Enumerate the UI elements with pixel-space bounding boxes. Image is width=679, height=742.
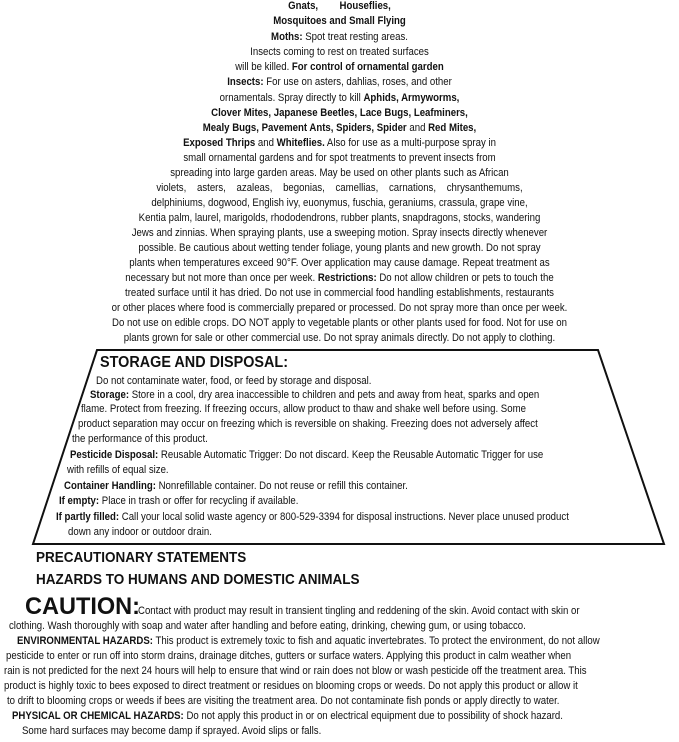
storage-text: the performance of this product. bbox=[72, 433, 208, 445]
storage-line bbox=[59, 495, 298, 508]
directions-text: Do not allow children or pets to touch the bbox=[379, 272, 554, 284]
storage-line bbox=[78, 418, 538, 431]
storage-text: with refills of equal size. bbox=[67, 464, 169, 476]
caution-line bbox=[138, 605, 580, 618]
storage-text: flame. Protect from freezing. If freezing occurs, allow product to thaw and shake well before using. Some bbox=[81, 403, 526, 415]
storage-line bbox=[56, 511, 569, 524]
storage-line bbox=[68, 526, 212, 539]
directions-text: Jews and zinnias. When spraying plants, use a sweeping motion. Spray insects directly whenever bbox=[131, 227, 548, 239]
directions-text: delphiniums, dogwood, English ivy, euonymus, fuschia, geraniums, crassula, grape vine, bbox=[151, 197, 528, 209]
directions-text: ornamentals. Spray directly to kill bbox=[219, 92, 361, 104]
physical-text: Do not apply this product in or on electrical equipment due to possibility of shock hazard. bbox=[186, 710, 563, 722]
insects-label: Insects: bbox=[227, 76, 264, 88]
directions-text: For use on asters, dahlias, roses, and other bbox=[266, 76, 452, 88]
restrictions-label: Restrictions: bbox=[317, 272, 377, 284]
storage-line bbox=[81, 403, 526, 416]
directions-text: Houseflies, bbox=[339, 0, 391, 12]
storage-line bbox=[70, 449, 543, 462]
pest-list: Red Mites, bbox=[428, 122, 477, 134]
directions-text: possible. Be cautious about wetting tender foliage, young plants and new growth. Do not spray bbox=[138, 242, 541, 254]
physical-line bbox=[22, 725, 321, 738]
env-text: product is highly toxic to bees exposed to direct treatment or residues on blooming crops or weeds. Do not apply this product or allow it bbox=[4, 680, 578, 692]
if-empty-label: If empty: bbox=[59, 495, 100, 507]
storage-text: down any indoor or outdoor drain. bbox=[68, 526, 212, 538]
directions-text: treated surface until it has dried. Do not use in commercial food handling establishments, restaurants bbox=[125, 287, 554, 299]
pest-list: Mealy Bugs, Pavement Ants, Spiders, Spider bbox=[202, 122, 407, 134]
env-text: This product is extremely toxic to fish and aquatic invertebrates. To protect the environment, do not allow bbox=[155, 635, 600, 647]
directions-text: violets, asters, azaleas, begonias, camellias, carnations, chrysanthemums, bbox=[156, 182, 523, 194]
physical-text: Some hard surfaces may become damp if sprayed. Avoid slips or falls. bbox=[22, 725, 322, 737]
caution-label: CAUTION: bbox=[25, 593, 140, 620]
moths-label: Moths: bbox=[271, 31, 303, 43]
env-line bbox=[17, 635, 600, 648]
caution-text: clothing. Wash thoroughly with soap and water after handling and before eating, drinking, chewing gum, or using tobacco. bbox=[9, 620, 526, 632]
directions-text: spreading into large garden areas. May be used on other plants such as African bbox=[170, 167, 509, 179]
storage-title: STORAGE AND DISPOSAL: bbox=[100, 354, 289, 371]
directions-text: Insects coming to rest on treated surfaces bbox=[250, 46, 429, 58]
physical-line bbox=[12, 710, 563, 723]
env-line bbox=[4, 680, 578, 693]
directions-text: Mosquitoes and Small Flying bbox=[273, 15, 406, 27]
directions-text: and bbox=[409, 122, 426, 134]
storage-text: product separation may occur on freezing which is reversible on shaking. Freezing does not adversely affect bbox=[78, 418, 538, 430]
storage-text: Store in a cool, dry area inaccessible to children and pets and away from heat, sparks and open bbox=[131, 389, 540, 401]
env-text: rain is not predicted for the next 24 hours will help to ensure that wind or rain does not blow or wash pesticide off the treatment area. This bbox=[4, 665, 587, 677]
pest-list: Exposed Thrips bbox=[183, 137, 256, 149]
storage-text: Place in trash or offer for recycling if available. bbox=[101, 495, 299, 507]
pest-list: Aphids, Armyworms, bbox=[363, 92, 460, 104]
directions-text: Also for use as a multi-purpose spray in bbox=[326, 137, 496, 149]
environmental-hazards-label: ENVIRONMENTAL HAZARDS: bbox=[17, 635, 153, 647]
directions-text: Do not use on edible crops. DO NOT apply to vegetable plants or other plants used for food. Not for use on bbox=[112, 317, 567, 329]
env-line bbox=[7, 695, 559, 708]
if-partly-filled-label: If partly filled: bbox=[56, 511, 120, 523]
storage-text: Call your local solid waste agency or 800-529-3394 for disposal instructions. Never place unused product bbox=[121, 511, 569, 523]
storage-line bbox=[72, 433, 208, 446]
env-text: pesticide to enter or run off into storm drains, drainage ditches, gutters or surface waters. Applying this product in calm weather when bbox=[6, 650, 572, 662]
storage-line bbox=[67, 464, 169, 477]
directions-text: and bbox=[257, 137, 274, 149]
directions-bold-text: For control of ornamental garden bbox=[291, 61, 444, 73]
storage-intro: Do not contaminate water, food, or feed by storage and disposal. bbox=[96, 375, 372, 387]
directions-text: small ornamental gardens and for spot treatments to prevent insects from bbox=[183, 152, 496, 164]
pesticide-disposal-label: Pesticide Disposal: bbox=[70, 449, 159, 461]
env-text: to drift to blooming crops or weeds if bees are visiting the treatment area. Do not contaminate fish ponds or apply directly to water. bbox=[7, 695, 560, 707]
storage-label: Storage: bbox=[90, 389, 130, 401]
storage-text: Nonrefillable container. Do not reuse or refill this container. bbox=[158, 480, 408, 492]
precautionary-title: PRECAUTIONARY STATEMENTS bbox=[36, 549, 247, 566]
directions-text: or other places where food is commercially prepared or processed. Do not spray more than once per week. bbox=[111, 302, 568, 314]
env-line bbox=[4, 665, 587, 678]
directions-text: will be killed. bbox=[235, 61, 290, 73]
hazards-title: HAZARDS TO HUMANS AND DOMESTIC ANIMALS bbox=[36, 571, 360, 588]
storage-line bbox=[64, 480, 408, 493]
physical-chemical-hazards-label: PHYSICAL OR CHEMICAL HAZARDS: bbox=[12, 710, 184, 722]
directions-text: necessary but not more than once per week. bbox=[125, 272, 316, 284]
directions-text: Spot treat resting areas. bbox=[305, 31, 408, 43]
env-line bbox=[6, 650, 571, 663]
storage-text: Reusable Automatic Trigger: Do not discard. Keep the Reusable Automatic Trigger for use bbox=[160, 449, 544, 461]
directions-text: plants grown for sale or other commercial use. Do not spray animals directly. Do not apply to clothing. bbox=[123, 332, 556, 344]
pest-list: Whiteflies. bbox=[276, 137, 325, 149]
caution-text: Contact with product may result in transient tingling and reddening of the skin. Avoid contact with skin or bbox=[138, 605, 580, 617]
directions-text: Gnats, bbox=[288, 0, 319, 12]
container-handling-label: Container Handling: bbox=[64, 480, 156, 492]
storage-line bbox=[90, 389, 539, 402]
directions-text: Kentia palm, laurel, marigolds, rhododendrons, rubber plants, snapdragons, stocks, wandering bbox=[138, 212, 541, 224]
pest-list: Clover Mites, Japanese Beetles, Lace Bugs, Leafminers, bbox=[211, 107, 468, 119]
caution-line bbox=[9, 620, 526, 633]
directions-text: plants when temperatures exceed 90°F. Over application may cause damage. Repeat treatment as bbox=[129, 257, 550, 269]
